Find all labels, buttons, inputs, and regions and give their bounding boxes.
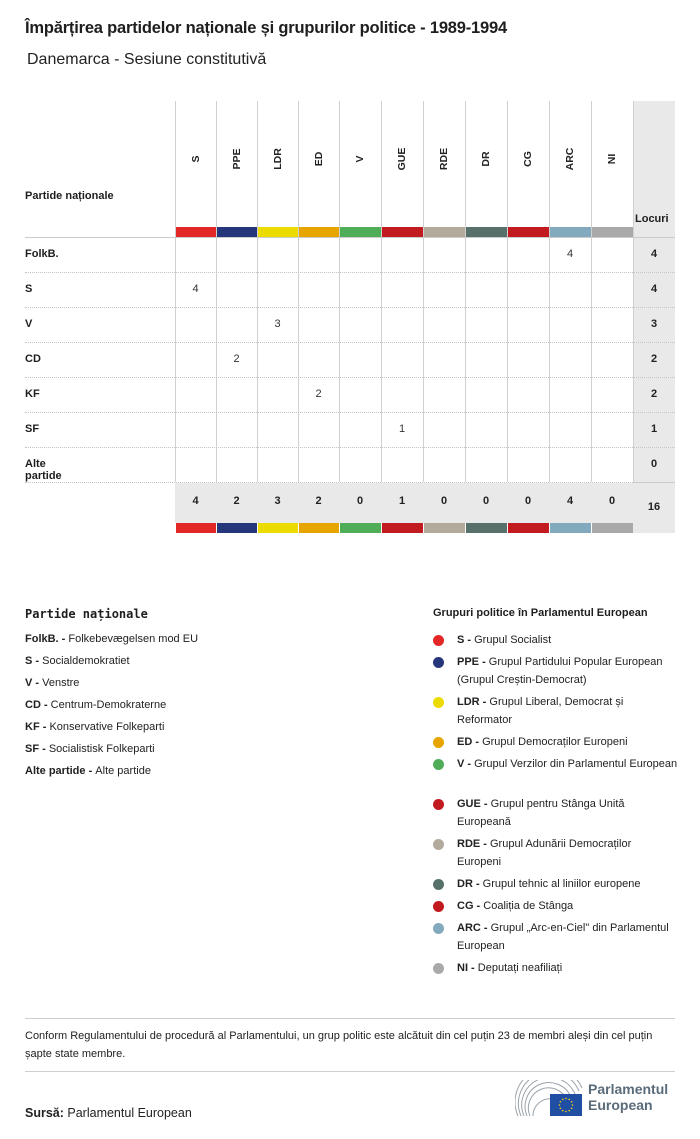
group-color-bar-bottom — [217, 523, 257, 533]
legend-abbr: CG - — [457, 900, 484, 912]
legend-name: Grupul Partidului Popular European (Grupul Creștin-Democrat) — [457, 656, 663, 686]
eu-star-icon — [565, 1111, 567, 1113]
eu-star-icon — [562, 1099, 564, 1101]
legend-group-item — [433, 835, 678, 871]
column-total: 4 — [192, 495, 199, 507]
divider — [25, 1071, 675, 1072]
group-color-bar-bottom — [424, 523, 465, 533]
column-header-ed — [298, 101, 339, 227]
legend-name: Grupul Verzilor din Parlamentul European — [474, 758, 678, 770]
eu-star-icon — [568, 1099, 570, 1101]
legend-national-item — [25, 655, 130, 667]
row-divider — [25, 342, 675, 343]
legend-name: Grupul Democraților Europeni — [482, 736, 628, 748]
group-color-bar-bottom — [550, 523, 591, 533]
legend-national-item — [25, 699, 166, 711]
legend-group-item — [433, 919, 678, 955]
column-total: 0 — [482, 495, 490, 507]
legend-text — [433, 795, 678, 831]
column-header-rde — [423, 101, 465, 227]
legend-abbr: DR - — [457, 878, 483, 890]
column-total: 0 — [356, 495, 364, 507]
logo-text — [588, 1081, 668, 1113]
group-color-bar — [258, 227, 298, 237]
legend-national-item — [25, 743, 155, 755]
column-total: 1 — [398, 495, 406, 507]
header-rule — [25, 237, 675, 238]
hemicycle-icon — [515, 1080, 585, 1120]
row-divider — [25, 377, 675, 378]
column-header-label: S — [189, 155, 202, 163]
eu-star-icon — [571, 1107, 573, 1109]
column-header-label: GUE — [396, 147, 408, 171]
group-color-bar-bottom — [508, 523, 549, 533]
seat-cell: 2 — [233, 353, 240, 365]
legend-name: Grupul Adunării Democraților Europeni — [457, 838, 632, 868]
group-color-dot-icon — [433, 879, 444, 890]
legend-group-item — [433, 959, 678, 977]
legend-group-item — [433, 631, 678, 649]
group-color-bar — [340, 227, 381, 237]
legend-abbr: GUE - — [457, 798, 491, 810]
column-total: 0 — [608, 495, 616, 507]
legend-national-item — [25, 633, 198, 645]
column-header-label: ED — [312, 151, 325, 167]
column-header-label: RDE — [438, 147, 450, 171]
column-header-label: PPE — [230, 148, 243, 170]
column-header-label: DR — [480, 151, 492, 167]
legend-groups-title: Grupuri politice în Parlamentul European — [433, 607, 648, 619]
grand-total: 16 — [647, 501, 661, 513]
source — [25, 1106, 192, 1120]
legend-abbr: S - — [25, 655, 43, 667]
group-color-dot-icon — [433, 799, 444, 810]
group-color-dot-icon — [433, 963, 444, 974]
seats-header: Locuri — [635, 213, 669, 225]
legend-abbr: CD - — [25, 699, 51, 711]
column-total: 2 — [233, 495, 240, 507]
group-color-bar-bottom — [176, 523, 216, 533]
row-total: 0 — [650, 458, 658, 470]
legend-name: Alte partide — [95, 765, 151, 777]
row-divider — [25, 272, 675, 273]
legend-national-item — [25, 721, 164, 733]
seat-cell: 1 — [398, 423, 406, 435]
row-label-folkb: FolkB. — [25, 248, 59, 260]
column-total: 3 — [274, 495, 281, 507]
legend-text — [433, 835, 678, 871]
group-color-dot-icon — [433, 697, 444, 708]
group-color-bar — [382, 227, 423, 237]
group-color-dot-icon — [433, 737, 444, 748]
legend-name: Grupul pentru Stânga Unită Europeană — [457, 798, 625, 828]
legend-text — [433, 653, 678, 689]
row-total: 1 — [650, 423, 658, 435]
footnote: Conform Regulamentului de procedură al Parlamentului, un grup politic este alcătuit din cel puțin 23 de membri aleși din cel puțin șapte state membre. — [25, 1030, 653, 1060]
group-color-bar-bottom — [340, 523, 381, 533]
legend-abbr: SF - — [25, 743, 49, 755]
legend-abbr: FolkB. - — [25, 633, 69, 645]
logo-line-1: Parlamentul — [588, 1081, 669, 1097]
legend-name: Centrum-Demokraterne — [50, 699, 167, 711]
national-parties-header: Partide naționale — [25, 190, 114, 202]
legend-group-item — [433, 875, 678, 893]
logo-line-2: European — [588, 1097, 653, 1113]
row-total: 3 — [650, 318, 658, 330]
legend-name: Deputați neafiliați — [477, 962, 563, 974]
row-total: 2 — [650, 353, 658, 365]
eu-star-icon — [562, 1110, 564, 1112]
legend-text — [433, 959, 678, 977]
legend-group-item — [433, 897, 678, 915]
page-subtitle: Danemarca - Sesiune constitutivă — [27, 51, 267, 68]
legend-national-item — [25, 765, 151, 777]
legend-name: Folkebevægelsen mod EU — [68, 633, 199, 645]
legend-national-title: Partide naționale — [25, 607, 148, 621]
column-total: 2 — [315, 495, 322, 507]
row-label-kf: KF — [25, 388, 40, 400]
legend-text — [433, 919, 678, 955]
page-title: Împărțirea partidelor naționale și grupurilor politice - 1989-1994 — [25, 19, 507, 37]
legend-abbr: RDE - — [457, 838, 490, 850]
legend-name: Socialistisk Folkeparti — [48, 743, 155, 755]
legend-text — [433, 875, 678, 893]
seat-cell: 4 — [566, 248, 574, 260]
group-color-dot-icon — [433, 839, 444, 850]
legend-text — [433, 693, 678, 729]
column-header-ni — [591, 101, 633, 227]
eu-star-icon — [559, 1104, 561, 1106]
column-header-dr — [465, 101, 507, 227]
row-divider — [25, 307, 675, 308]
legend-group-item — [433, 653, 678, 689]
row-total: 4 — [650, 248, 658, 260]
legend-abbr: V - — [25, 677, 43, 689]
group-color-bar — [217, 227, 257, 237]
legend-name: Socialdemokratiet — [42, 655, 130, 667]
group-color-bar-bottom — [258, 523, 298, 533]
legend-abbr: ED - — [457, 736, 483, 748]
group-color-bar — [176, 227, 216, 237]
group-color-bar — [508, 227, 549, 237]
group-color-bar-bottom — [382, 523, 423, 533]
column-header-cg — [507, 101, 549, 227]
group-color-dot-icon — [433, 901, 444, 912]
legend-text — [433, 733, 678, 751]
eu-star-icon — [568, 1110, 570, 1112]
legend-text — [433, 755, 678, 773]
legend-name: Grupul Socialist — [474, 634, 552, 646]
eu-star-icon — [572, 1104, 574, 1106]
group-color-bar — [424, 227, 465, 237]
group-color-bar-bottom — [466, 523, 507, 533]
legend-abbr: ARC - — [457, 922, 491, 934]
group-color-bar — [466, 227, 507, 237]
row-total: 2 — [650, 388, 658, 400]
group-color-dot-icon — [433, 759, 444, 770]
legend-abbr: S - — [457, 634, 475, 646]
column-header-ldr — [257, 101, 298, 227]
row-label-cd: CD — [25, 353, 41, 365]
legend-group-item — [433, 795, 678, 831]
column-header-arc — [549, 101, 591, 227]
column-header-v — [339, 101, 381, 227]
group-color-dot-icon — [433, 657, 444, 668]
legend-name: Grupul „Arc-en-Ciel" din Parlamentul European — [457, 922, 669, 952]
group-color-bar — [592, 227, 633, 237]
group-color-bar-bottom — [592, 523, 633, 533]
legend-abbr: Alte partide - — [25, 765, 96, 777]
legend-group-item — [433, 733, 678, 751]
column-header-gue — [381, 101, 423, 227]
legend-name: Grupul tehnic al liniilor europene — [482, 878, 641, 890]
group-color-bar — [299, 227, 339, 237]
row-label-altepartide: Alte partide — [25, 458, 62, 482]
row-label-s: S — [25, 283, 33, 295]
row-label-v: V — [25, 318, 33, 330]
legend-text — [433, 897, 678, 915]
source-value: Parlamentul European — [67, 1106, 192, 1120]
column-total: 0 — [524, 495, 532, 507]
column-header-ppe — [216, 101, 257, 227]
row-label-sf: SF — [25, 423, 40, 435]
legend-name: Konservative Folkeparti — [49, 721, 165, 733]
legend-group-item — [433, 755, 678, 773]
legend-national-item — [25, 677, 79, 689]
legend-abbr: KF - — [25, 721, 50, 733]
eu-flag-icon — [550, 1094, 582, 1116]
column-header-label: LDR — [271, 148, 284, 170]
european-parliament-logo — [515, 1080, 680, 1120]
legend-abbr: PPE - — [457, 656, 489, 668]
eu-star-icon — [560, 1107, 562, 1109]
group-color-bar — [550, 227, 591, 237]
eu-star-icon — [571, 1101, 573, 1103]
eu-star-icon — [560, 1101, 562, 1103]
row-divider — [25, 482, 633, 483]
column-total: 4 — [566, 495, 574, 507]
legend-abbr: NI - — [457, 962, 478, 974]
eu-star-icon — [565, 1098, 567, 1100]
legend-abbr: LDR - — [457, 696, 490, 708]
legend-group-item — [433, 693, 678, 729]
seat-cell: 3 — [274, 318, 281, 330]
legend-name: Coaliția de Stânga — [483, 900, 574, 912]
group-color-dot-icon — [433, 923, 444, 934]
legend-name: Grupul Liberal, Democrat și Reformator — [457, 696, 624, 726]
column-header-s — [175, 101, 216, 227]
source-label: Sursă: — [25, 1106, 64, 1120]
row-total: 4 — [650, 283, 658, 295]
row-divider — [25, 412, 675, 413]
column-header-label: V — [354, 155, 366, 163]
row-divider — [25, 447, 675, 448]
divider — [25, 1018, 675, 1019]
row-divider — [633, 482, 675, 483]
column-header-label: CG — [522, 151, 534, 167]
column-header-label: NI — [606, 153, 618, 165]
group-color-bar-bottom — [299, 523, 339, 533]
legend-text — [433, 631, 678, 649]
seat-cell: 2 — [315, 388, 322, 400]
legend-name: Venstre — [42, 677, 80, 689]
column-header-label: ARC — [564, 147, 576, 171]
legend-abbr: V - — [457, 758, 475, 770]
seat-cell: 4 — [192, 283, 199, 295]
group-color-dot-icon — [433, 635, 444, 646]
column-total: 0 — [440, 495, 448, 507]
